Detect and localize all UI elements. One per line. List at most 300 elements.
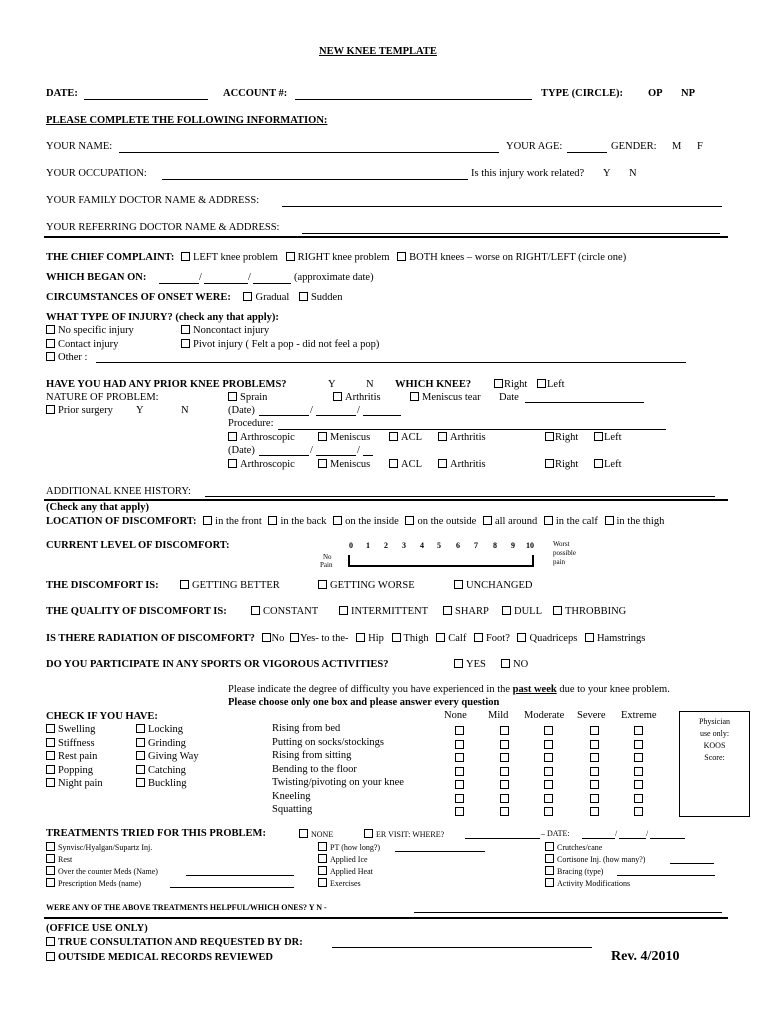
checkbox[interactable] bbox=[389, 432, 398, 441]
koos-rating-checkbox[interactable] bbox=[590, 753, 599, 762]
tx-exercises[interactable] bbox=[318, 878, 361, 888]
tx-otc[interactable] bbox=[46, 866, 158, 876]
checkbox[interactable] bbox=[136, 765, 145, 774]
checkbox[interactable] bbox=[333, 392, 342, 401]
koos-rating-checkbox[interactable] bbox=[544, 740, 553, 749]
loc-front-checkbox[interactable] bbox=[203, 516, 212, 525]
rad-ham-checkbox[interactable] bbox=[585, 633, 594, 642]
chief-left-label: LEFT knee problem bbox=[192, 252, 278, 263]
koos-intro bbox=[228, 684, 670, 695]
nature-meniscus-tear-label: Meniscus tear bbox=[422, 392, 481, 403]
injury-no-specific[interactable] bbox=[46, 325, 134, 336]
proc1-meniscus[interactable] bbox=[318, 432, 370, 443]
koos-rating-checkbox[interactable] bbox=[634, 740, 643, 749]
family-doctor-label: YOUR FAMILY DOCTOR NAME & ADDRESS: bbox=[46, 195, 260, 206]
chief-left-checkbox[interactable] bbox=[181, 252, 190, 261]
tx-pt-label: PT (how long?) bbox=[330, 843, 381, 852]
sports-yes[interactable] bbox=[454, 659, 486, 670]
proc2-meniscus[interactable] bbox=[318, 459, 370, 470]
work-related-label: Is this injury work related? bbox=[471, 168, 585, 179]
location-row bbox=[46, 516, 664, 527]
treatments-label: TREATMENTS TRIED FOR THIS PROBLEM: bbox=[46, 828, 266, 839]
began-year-field[interactable] bbox=[253, 283, 291, 284]
work-related-y[interactable]: Y bbox=[603, 168, 611, 179]
koos-rating-checkbox[interactable] bbox=[544, 767, 553, 776]
injury-other-field[interactable] bbox=[96, 362, 686, 363]
scale-no-label: No bbox=[323, 553, 332, 561]
proc2-right[interactable] bbox=[545, 459, 578, 470]
discomfort-unchanged[interactable] bbox=[454, 580, 533, 591]
quality-constant[interactable] bbox=[251, 606, 318, 617]
surgery-date-2-day[interactable] bbox=[316, 455, 356, 456]
quality-sharp[interactable] bbox=[443, 606, 489, 617]
sports-no[interactable] bbox=[501, 659, 528, 670]
symptom-item[interactable] bbox=[136, 751, 199, 762]
tx-bracing-field[interactable] bbox=[617, 875, 715, 876]
checkbox[interactable] bbox=[545, 842, 554, 851]
surgery-date-1-year[interactable] bbox=[363, 415, 401, 416]
check-have-label: CHECK IF YOU HAVE: bbox=[46, 711, 158, 722]
checkbox[interactable] bbox=[180, 580, 189, 589]
koos-rating-checkbox[interactable] bbox=[544, 780, 553, 789]
discomfort-better-label: GETTING BETTER bbox=[192, 580, 280, 591]
tx-bracing[interactable] bbox=[545, 866, 603, 876]
checkbox[interactable] bbox=[594, 432, 603, 441]
tx-er-date-year[interactable] bbox=[650, 838, 685, 839]
discomfort-is-label: THE DISCOMFORT IS: bbox=[46, 580, 159, 591]
tx-none[interactable] bbox=[299, 829, 333, 839]
symptom-item[interactable] bbox=[46, 724, 95, 735]
rad-hip-checkbox[interactable] bbox=[356, 633, 365, 642]
chief-both-checkbox[interactable] bbox=[397, 252, 406, 261]
checkbox[interactable] bbox=[454, 580, 463, 589]
tx-cortisone-field[interactable] bbox=[670, 863, 714, 864]
checkbox[interactable] bbox=[136, 778, 145, 787]
tx-rest-label: Rest bbox=[58, 855, 73, 864]
symptom-item[interactable] bbox=[136, 765, 186, 776]
injury-pivot-label: Pivot injury ( Felt a pop - did not feel a pop) bbox=[193, 339, 380, 350]
symptom-item[interactable] bbox=[46, 751, 97, 762]
onset-sudden-checkbox[interactable] bbox=[299, 292, 308, 301]
checkbox[interactable] bbox=[364, 829, 373, 838]
checkbox[interactable] bbox=[181, 325, 190, 334]
tx-pt-field[interactable] bbox=[395, 851, 485, 852]
section-divider bbox=[44, 236, 728, 238]
chief-right-checkbox[interactable] bbox=[286, 252, 295, 261]
quality-intermittent-label: INTERMITTENT bbox=[351, 606, 428, 617]
occupation-field[interactable] bbox=[162, 179, 468, 180]
scale-number-4[interactable]: 4 bbox=[420, 541, 424, 550]
symptom-item[interactable] bbox=[46, 765, 93, 776]
outside-records-label: OUTSIDE MEDICAL RECORDS REVIEWED bbox=[58, 952, 273, 963]
revision-label: Rev. 4/2010 bbox=[611, 949, 680, 964]
proc2-acl[interactable] bbox=[389, 459, 422, 470]
checkbox[interactable] bbox=[438, 432, 447, 441]
checkbox[interactable] bbox=[318, 866, 327, 875]
proc2-arthroscopic[interactable] bbox=[228, 459, 295, 470]
symptom-label: Rest pain bbox=[58, 751, 98, 762]
scale-worst-3: pain bbox=[553, 558, 566, 566]
injury-contact-label: Contact injury bbox=[58, 339, 119, 350]
proc1-acl[interactable] bbox=[389, 432, 422, 443]
checkbox[interactable] bbox=[136, 724, 145, 733]
checkbox[interactable] bbox=[318, 580, 327, 589]
tx-otc-field[interactable] bbox=[186, 875, 294, 876]
tx-er-where-field[interactable] bbox=[465, 838, 540, 839]
proc1-arthritis[interactable] bbox=[438, 432, 486, 443]
slash: / bbox=[615, 829, 618, 838]
checkbox[interactable] bbox=[501, 659, 510, 668]
rad-foot-checkbox[interactable] bbox=[474, 633, 483, 642]
type-op[interactable]: OP bbox=[648, 88, 663, 99]
additional-history-field[interactable] bbox=[205, 496, 715, 497]
began-month-field[interactable] bbox=[159, 283, 199, 284]
checkbox[interactable] bbox=[545, 854, 554, 863]
checkbox[interactable] bbox=[594, 459, 603, 468]
pain-scale-line[interactable] bbox=[348, 565, 534, 567]
loc-inside-checkbox[interactable] bbox=[333, 516, 342, 525]
checkbox[interactable] bbox=[46, 724, 55, 733]
koos-rating-checkbox[interactable] bbox=[634, 767, 643, 776]
surgery-date-1-month[interactable] bbox=[259, 415, 309, 416]
koos-col-none: None bbox=[444, 710, 467, 721]
nature-label: NATURE OF PROBLEM: bbox=[46, 392, 159, 403]
physician-line-2: use only: bbox=[699, 729, 730, 738]
checkbox[interactable] bbox=[502, 606, 511, 615]
injury-contact[interactable] bbox=[46, 339, 118, 350]
tx-crutches[interactable] bbox=[545, 842, 602, 852]
checkbox[interactable] bbox=[318, 432, 327, 441]
physician-line-1: Physician bbox=[698, 717, 731, 726]
age-label: YOUR AGE: bbox=[506, 141, 563, 152]
scale-number-2[interactable]: 2 bbox=[384, 541, 388, 550]
proc-meniscus-label: Meniscus bbox=[330, 432, 371, 443]
physician-box bbox=[679, 711, 750, 817]
koos-rating-checkbox[interactable] bbox=[544, 726, 553, 735]
gender-m[interactable]: M bbox=[672, 141, 682, 152]
name-field[interactable] bbox=[119, 152, 499, 153]
scale-number-9[interactable]: 9 bbox=[511, 541, 515, 550]
koos-rating-checkbox[interactable] bbox=[455, 780, 464, 789]
rad-thigh-checkbox[interactable] bbox=[392, 633, 401, 642]
symptom-label: Popping bbox=[58, 764, 94, 776]
checkbox[interactable] bbox=[454, 659, 463, 668]
tx-activity[interactable] bbox=[545, 878, 630, 888]
proc-right-label: Right bbox=[555, 432, 579, 443]
date-field[interactable] bbox=[84, 99, 208, 100]
rad-no-checkbox[interactable] bbox=[262, 633, 271, 642]
began-day-field[interactable] bbox=[204, 283, 248, 284]
koos-rating-checkbox[interactable] bbox=[500, 753, 509, 762]
scale-number-3[interactable]: 3 bbox=[402, 541, 406, 550]
checkbox[interactable] bbox=[443, 606, 452, 615]
symptom-item[interactable] bbox=[46, 738, 95, 749]
scale-worst-1: Worst bbox=[553, 540, 570, 548]
koos-rating-checkbox[interactable] bbox=[500, 780, 509, 789]
tx-pt[interactable] bbox=[318, 842, 380, 852]
checkbox[interactable] bbox=[46, 778, 55, 787]
scale-number-0[interactable]: 0 bbox=[349, 541, 353, 550]
checkbox[interactable] bbox=[228, 432, 237, 441]
tx-rx-field[interactable] bbox=[170, 887, 294, 888]
injury-noncontact[interactable] bbox=[181, 325, 269, 336]
symptom-item[interactable] bbox=[136, 724, 183, 735]
chief-complaint-label: THE CHIEF COMPLAINT: bbox=[46, 252, 175, 263]
helpful-label: WERE ANY OF THE ABOVE TREATMENTS HELPFUL/WHICH ONES? Y N - bbox=[46, 903, 327, 912]
loc-outside-checkbox[interactable] bbox=[405, 516, 414, 525]
koos-rating-checkbox[interactable] bbox=[500, 740, 509, 749]
proc2-arthritis[interactable] bbox=[438, 459, 486, 470]
koos-rating-checkbox[interactable] bbox=[455, 740, 464, 749]
prior-surgery[interactable] bbox=[46, 405, 113, 416]
checkbox[interactable] bbox=[318, 878, 327, 887]
quality-throbbing-label: THROBBING bbox=[565, 606, 627, 617]
checkbox[interactable] bbox=[46, 738, 55, 747]
koos-rating-checkbox[interactable] bbox=[544, 753, 553, 762]
koos-rating-checkbox[interactable] bbox=[634, 807, 643, 816]
nature-arthritis[interactable] bbox=[333, 392, 381, 403]
checkbox[interactable] bbox=[46, 339, 55, 348]
checkbox[interactable] bbox=[545, 878, 554, 887]
koos-rating-checkbox[interactable] bbox=[634, 780, 643, 789]
scale-number-6[interactable]: 6 bbox=[456, 541, 460, 550]
checkbox[interactable] bbox=[46, 842, 55, 851]
family-doctor-field[interactable] bbox=[282, 206, 722, 207]
koos-rating-checkbox[interactable] bbox=[590, 780, 599, 789]
referring-doctor-field[interactable] bbox=[302, 233, 720, 234]
tx-heat-label: Applied Heat bbox=[330, 867, 373, 876]
koos-rating-checkbox[interactable] bbox=[455, 807, 464, 816]
quality-dull[interactable] bbox=[502, 606, 542, 617]
account-field[interactable] bbox=[295, 99, 532, 100]
physician-line-3: KOOS bbox=[703, 741, 726, 750]
checkbox[interactable] bbox=[553, 606, 562, 615]
nature-arthritis-label: Arthritis bbox=[345, 392, 381, 403]
injury-other[interactable] bbox=[46, 352, 87, 363]
quality-throbbing[interactable] bbox=[553, 606, 626, 617]
koos-rating-checkbox[interactable] bbox=[634, 794, 643, 803]
discomfort-worse[interactable] bbox=[318, 580, 415, 591]
symptom-label: Grinding bbox=[148, 737, 186, 749]
slash: / bbox=[357, 405, 360, 416]
checkbox[interactable] bbox=[545, 432, 554, 441]
checkbox[interactable] bbox=[545, 866, 554, 875]
tx-rest[interactable] bbox=[46, 854, 72, 864]
koos-rating-checkbox[interactable] bbox=[634, 753, 643, 762]
proc-acl-label: ACL bbox=[401, 459, 422, 470]
scale-number-1[interactable]: 1 bbox=[366, 541, 370, 550]
koos-rating-checkbox[interactable] bbox=[590, 794, 599, 803]
checkbox[interactable] bbox=[410, 392, 419, 401]
which-knee-right[interactable] bbox=[494, 379, 527, 390]
tx-er-date-day[interactable] bbox=[619, 838, 646, 839]
koos-intro-b: past week bbox=[512, 684, 557, 695]
scale-number-7[interactable]: 7 bbox=[474, 541, 478, 550]
symptom-item[interactable] bbox=[136, 738, 186, 749]
rad-calf-checkbox[interactable] bbox=[436, 633, 445, 642]
which-knee-label: WHICH KNEE? bbox=[395, 379, 472, 390]
checkbox[interactable] bbox=[318, 854, 327, 863]
rad-yes-label: Yes- to the- bbox=[299, 633, 349, 644]
rad-calf-label: Calf bbox=[448, 633, 467, 644]
current-level-label: CURRENT LEVEL OF DISCOMFORT: bbox=[46, 540, 230, 551]
koos-rating-checkbox[interactable] bbox=[590, 726, 599, 735]
gender-f[interactable]: F bbox=[697, 141, 703, 152]
onset-gradual-label: Gradual bbox=[255, 292, 290, 303]
proc1-right[interactable] bbox=[545, 432, 578, 443]
pain-scale-tick-left bbox=[348, 555, 350, 567]
symptom-label: Catching bbox=[148, 764, 186, 776]
tx-er-date-month[interactable] bbox=[582, 838, 615, 839]
koos-rating-checkbox[interactable] bbox=[590, 740, 599, 749]
began-approx: (approximate date) bbox=[294, 272, 374, 283]
rad-yes-checkbox[interactable] bbox=[290, 633, 299, 642]
koos-rating-checkbox[interactable] bbox=[455, 726, 464, 735]
work-related-n[interactable]: N bbox=[629, 168, 637, 179]
symptom-label: Stiffness bbox=[58, 737, 95, 749]
proc1-arthroscopic[interactable] bbox=[228, 432, 295, 443]
injury-pivot[interactable] bbox=[181, 339, 379, 350]
koos-rating-checkbox[interactable] bbox=[500, 767, 509, 776]
koos-rating-checkbox[interactable] bbox=[634, 726, 643, 735]
surgery-date-2-month[interactable] bbox=[259, 455, 309, 456]
rad-quad-checkbox[interactable] bbox=[517, 633, 526, 642]
koos-rating-checkbox[interactable] bbox=[500, 794, 509, 803]
prior-surgery-y[interactable]: Y bbox=[136, 405, 144, 416]
checkbox[interactable] bbox=[46, 866, 55, 875]
tx-crutches-label: Crutches/cane bbox=[557, 843, 603, 852]
koos-rating-checkbox[interactable] bbox=[590, 807, 599, 816]
loc-calf-checkbox[interactable] bbox=[544, 516, 553, 525]
tx-synvisc[interactable] bbox=[46, 842, 152, 852]
please-complete-heading: PLEASE COMPLETE THE FOLLOWING INFORMATION: bbox=[46, 115, 328, 126]
checkbox[interactable] bbox=[46, 937, 55, 946]
check-any-note: (Check any that apply) bbox=[46, 502, 149, 513]
checkbox[interactable] bbox=[46, 751, 55, 760]
tx-heat[interactable] bbox=[318, 866, 373, 876]
koos-item-label: Squatting bbox=[272, 804, 313, 815]
rad-foot-label: Foot? bbox=[485, 633, 510, 644]
koos-rating-checkbox[interactable] bbox=[544, 794, 553, 803]
checkbox[interactable] bbox=[299, 829, 308, 838]
checkbox[interactable] bbox=[318, 459, 327, 468]
tx-otc-label: Over the counter Meds (Name) bbox=[58, 867, 158, 876]
account-label: ACCOUNT #: bbox=[223, 88, 288, 99]
tx-exercises-label: Exercises bbox=[330, 879, 361, 888]
nature-sprain[interactable] bbox=[228, 392, 267, 403]
checkbox[interactable] bbox=[181, 339, 190, 348]
prior-surgery-n[interactable]: N bbox=[181, 405, 189, 416]
checkbox[interactable] bbox=[537, 379, 546, 388]
checkbox[interactable] bbox=[389, 459, 398, 468]
tx-er[interactable] bbox=[364, 829, 444, 839]
loc-calf-label: in the calf bbox=[555, 516, 598, 527]
koos-col-extreme: Extreme bbox=[621, 710, 657, 721]
checkbox[interactable] bbox=[46, 854, 55, 863]
loc-around-checkbox[interactable] bbox=[483, 516, 492, 525]
koos-rating-checkbox[interactable] bbox=[500, 726, 509, 735]
quality-intermittent[interactable] bbox=[339, 606, 428, 617]
symptom-item[interactable] bbox=[46, 778, 103, 789]
checkbox[interactable] bbox=[494, 379, 503, 388]
scale-worst-2: possible bbox=[553, 549, 576, 557]
proc-arthritis-label: Arthritis bbox=[450, 459, 486, 470]
which-knee-right-label: Right bbox=[504, 379, 528, 390]
surgery-date-2-year[interactable] bbox=[363, 455, 373, 456]
procedure-field[interactable] bbox=[278, 429, 666, 430]
checkbox[interactable] bbox=[46, 405, 55, 414]
koos-rating-checkbox[interactable] bbox=[500, 807, 509, 816]
checkbox[interactable] bbox=[46, 765, 55, 774]
checkbox[interactable] bbox=[46, 952, 55, 961]
nature-meniscus-tear[interactable] bbox=[410, 392, 481, 403]
checkbox[interactable] bbox=[136, 751, 145, 760]
checkbox[interactable] bbox=[339, 606, 348, 615]
koos-rating-checkbox[interactable] bbox=[455, 767, 464, 776]
prior-n[interactable]: N bbox=[366, 379, 374, 390]
checkbox[interactable] bbox=[545, 459, 554, 468]
tx-rx[interactable] bbox=[46, 878, 141, 888]
checkbox[interactable] bbox=[228, 459, 237, 468]
checkbox[interactable] bbox=[46, 878, 55, 887]
discomfort-worse-label: GETTING WORSE bbox=[330, 580, 415, 591]
age-field[interactable] bbox=[567, 152, 607, 153]
discomfort-better[interactable] bbox=[180, 580, 280, 591]
symptom-label: Night pain bbox=[58, 778, 103, 789]
koos-item-label: Putting on socks/stockings bbox=[272, 736, 385, 748]
checkbox[interactable] bbox=[318, 842, 327, 851]
tx-cortisone[interactable] bbox=[545, 854, 645, 864]
proc1-left[interactable] bbox=[594, 432, 622, 443]
loc-back-checkbox[interactable] bbox=[268, 516, 277, 525]
outside-records[interactable] bbox=[46, 952, 273, 963]
helpful-field[interactable] bbox=[414, 912, 722, 913]
checkbox[interactable] bbox=[46, 325, 55, 334]
checkbox[interactable] bbox=[46, 352, 55, 361]
tx-ice[interactable] bbox=[318, 854, 368, 864]
prior-y[interactable]: Y bbox=[328, 379, 336, 390]
true-consult[interactable] bbox=[46, 937, 303, 948]
koos-rating-checkbox[interactable] bbox=[455, 794, 464, 803]
koos-intro-c: due to your knee problem. bbox=[556, 684, 670, 695]
koos-instruction: Please choose only one box and please answer every question bbox=[228, 697, 500, 708]
nature-date-field[interactable] bbox=[525, 402, 644, 403]
which-knee-left[interactable] bbox=[537, 379, 565, 390]
checkbox[interactable] bbox=[251, 606, 260, 615]
koos-rating-checkbox[interactable] bbox=[455, 753, 464, 762]
checkbox[interactable] bbox=[228, 392, 237, 401]
loc-thigh-checkbox[interactable] bbox=[605, 516, 614, 525]
checkbox[interactable] bbox=[136, 738, 145, 747]
slash: / bbox=[310, 405, 313, 416]
proc-arthroscopic-label: Arthroscopic bbox=[240, 459, 295, 470]
true-consult-field[interactable] bbox=[332, 947, 592, 948]
scale-number-10[interactable]: 10 bbox=[526, 541, 534, 550]
which-knee-left-label: Left bbox=[547, 379, 565, 390]
koos-rating-checkbox[interactable] bbox=[544, 807, 553, 816]
surgery-date-1-day[interactable] bbox=[316, 415, 356, 416]
symptom-item[interactable] bbox=[136, 778, 187, 789]
scale-number-5[interactable]: 5 bbox=[437, 541, 441, 550]
checkbox[interactable] bbox=[438, 459, 447, 468]
tx-ice-label: Applied Ice bbox=[330, 855, 368, 864]
onset-gradual-checkbox[interactable] bbox=[243, 292, 252, 301]
proc2-left[interactable] bbox=[594, 459, 622, 470]
scale-number-8[interactable]: 8 bbox=[493, 541, 497, 550]
koos-rating-checkbox[interactable] bbox=[590, 767, 599, 776]
type-np[interactable]: NP bbox=[681, 88, 695, 99]
chief-both-label: BOTH knees – worse on RIGHT/LEFT (circle one) bbox=[409, 252, 627, 263]
